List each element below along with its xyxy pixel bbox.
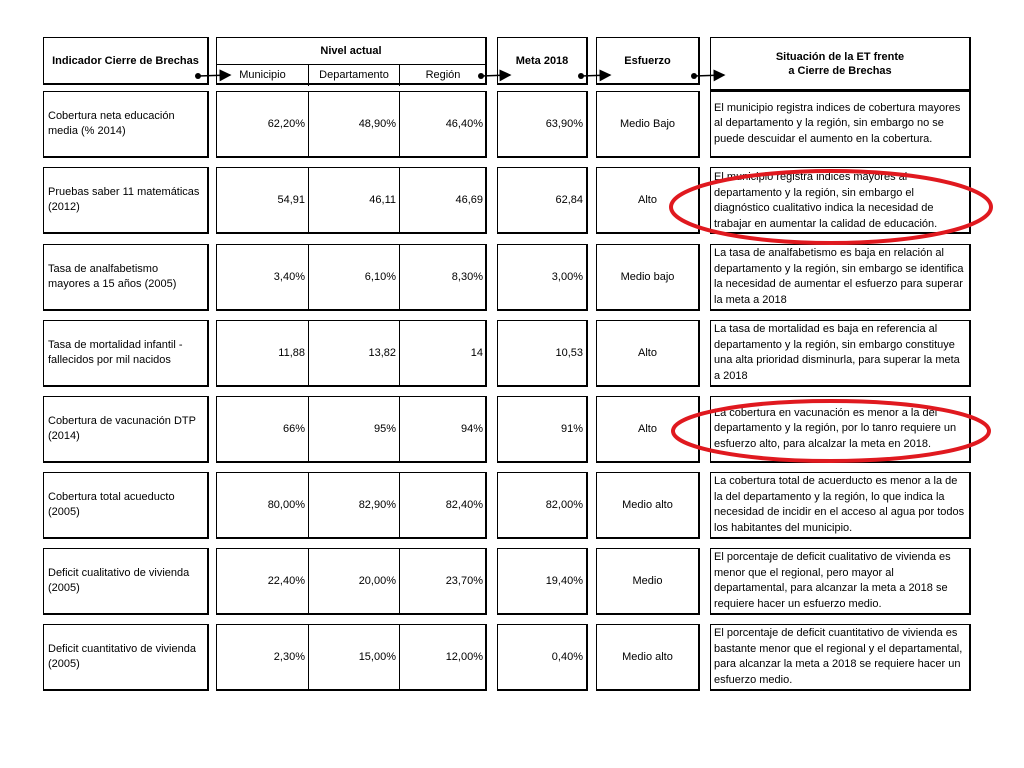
header-esfuerzo-label: Esfuerzo <box>624 54 671 67</box>
row-meta-box <box>497 396 588 463</box>
header-region: Región <box>399 64 486 86</box>
row-values-box <box>216 548 487 615</box>
row-situacion: La cobertura en vacunación es menor a la del departamento y la región, por lo tanro requiere un esfuerzo alto, para alcalzar la meta en 2018. <box>714 406 957 450</box>
row-situacion-box <box>710 624 971 691</box>
row-departamento: 95% <box>373 423 396 435</box>
row-departamento: 82,90% <box>358 499 396 511</box>
row-values-box <box>216 320 487 387</box>
row-meta: 82,00% <box>545 499 583 511</box>
row-esfuerzo: Medio <box>632 574 663 587</box>
row-meta-box <box>497 548 588 615</box>
row-indicator-box <box>43 91 209 158</box>
row-region: 46,40% <box>445 118 483 130</box>
row-values-box <box>216 167 487 234</box>
row-departamento: 20,00% <box>358 575 396 587</box>
header-nivel-actual-label: Nivel actual <box>320 45 382 57</box>
row-departamento: 6,10% <box>364 271 396 283</box>
row-indicator: Cobertura de vacunación DTP (2014) <box>48 415 196 442</box>
row-situacion: El municipio registra indices mayores al departamento y la región, sin embargo el diagnóstico cualitativo indica la necesidad de trabajar en aumentar la calidad de educación. <box>714 171 938 230</box>
row-indicator: Deficit cualitativo de vivienda (2005) <box>48 567 190 594</box>
row-situacion: La tasa de analfabetismo es baja en relación al departamento y la región, sin embargo se identifica la necesidad de aumentar el esfuerzo para superar la meta a 2018 <box>714 247 964 306</box>
row-values-box <box>216 91 487 158</box>
header-meta-label: Meta 2018 <box>515 54 569 67</box>
row-municipio: 22,40% <box>267 575 305 587</box>
row-values-box <box>216 244 487 311</box>
row-situacion-box <box>710 167 971 234</box>
row-region: 12,00% <box>445 651 483 663</box>
row-municipio: 11,88 <box>278 347 305 359</box>
header-nivel-actual <box>216 37 487 85</box>
row-esfuerzo: Medio alto <box>622 498 673 511</box>
row-indicator-box <box>43 167 209 234</box>
row-indicator-box <box>43 548 209 615</box>
row-esfuerzo: Medio alto <box>622 650 673 663</box>
row-situacion: El porcentaje de deficit cualitativo de vivienda es menor que el regional, pero mayor al departamental, para alcanzar la meta a 2018 se requiere hacer un esfuerzo medio. <box>714 551 951 610</box>
row-situacion: El porcentaje de deficit cuantitativo de vivienda es bastante menor que el regional y el departamental, para alcanzar la meta a 2018 se requiere hacer un esfuerzo medio. <box>714 627 963 686</box>
row-indicator-box <box>43 244 209 311</box>
row-indicator-box <box>43 320 209 387</box>
row-meta: 63,90% <box>545 118 583 130</box>
row-municipio: 2,30% <box>273 651 305 663</box>
row-meta: 91% <box>560 423 583 435</box>
header-departamento: Departamento <box>308 64 399 86</box>
row-indicator: Cobertura total acueducto (2005) <box>48 491 175 518</box>
row-indicator-box <box>43 472 209 539</box>
row-municipio: 3,40% <box>273 271 305 283</box>
row-municipio: 62,20% <box>267 118 305 130</box>
header-meta <box>497 37 588 85</box>
row-meta-box <box>497 167 588 234</box>
row-departamento: 15,00% <box>358 651 396 663</box>
row-situacion-box <box>710 91 971 158</box>
row-meta-box <box>497 624 588 691</box>
row-meta-box <box>497 91 588 158</box>
row-region: 23,70% <box>445 575 483 587</box>
row-esfuerzo-box <box>596 548 700 615</box>
row-meta: 62,84 <box>555 194 583 206</box>
row-situacion-box <box>710 548 971 615</box>
row-municipio: 66% <box>282 423 305 435</box>
row-esfuerzo: Alto <box>638 422 657 435</box>
row-meta: 0,40% <box>551 651 583 663</box>
row-municipio: 54,91 <box>277 194 305 206</box>
row-situacion: El municipio registra indices de cobertura mayores al departamento y la región, sin embargo no se puede descuidar el aumento en la cobertura. <box>714 101 961 145</box>
row-situacion-box <box>710 472 971 539</box>
row-values-box <box>216 472 487 539</box>
row-indicator: Deficit cuantitativo de vivienda (2005) <box>48 643 196 670</box>
row-indicator: Tasa de mortalidad infantil - fallecidos por mil nacidos <box>48 339 183 366</box>
row-esfuerzo-box <box>596 167 700 234</box>
row-departamento: 46,11 <box>369 194 396 206</box>
row-esfuerzo-box <box>596 396 700 463</box>
row-situacion-box <box>710 396 971 463</box>
header-esfuerzo <box>596 37 700 85</box>
header-situacion-line2: a Cierre de Brechas <box>788 64 892 77</box>
row-departamento: 13,82 <box>368 347 396 359</box>
row-meta-box <box>497 472 588 539</box>
row-values-box <box>216 624 487 691</box>
row-situacion: La cobertura total de acuerducto es menor a la de la del departamento y la región, lo que indica la necesidad de incidir en el acceso al agua por todos los habitantes del municipio. <box>714 475 965 534</box>
header-municipio: Municipio <box>239 69 286 81</box>
header-situacion-line1: Situación de la ET frente <box>775 50 905 63</box>
row-region: 82,40% <box>445 499 483 511</box>
row-esfuerzo: Medio bajo <box>620 270 675 283</box>
row-esfuerzo-box <box>596 320 700 387</box>
row-situacion-box <box>710 320 971 387</box>
row-departamento: 48,90% <box>358 118 396 130</box>
row-situacion-box <box>710 244 971 311</box>
header-situacion <box>710 37 971 91</box>
row-esfuerzo-box <box>596 244 700 311</box>
row-indicator: Cobertura neta educación media (% 2014) <box>48 110 175 137</box>
row-esfuerzo: Alto <box>638 193 657 206</box>
row-esfuerzo: Alto <box>638 346 657 359</box>
header-indicator <box>43 37 209 85</box>
row-meta-box <box>497 244 588 311</box>
row-indicator-box <box>43 396 209 463</box>
row-indicator-box <box>43 624 209 691</box>
header-indicator-label: Indicador Cierre de Brechas <box>52 54 199 67</box>
row-situacion: La tasa de mortalidad es baja en referencia al departamento y la región, sin embargo constituye una alta prioridad disminurla, para superar la meta a 2018 <box>714 323 960 382</box>
row-esfuerzo: Medio Bajo <box>619 117 676 130</box>
row-indicator: Tasa de analfabetismo mayores a 15 años (2005) <box>48 263 177 290</box>
row-values-box <box>216 396 487 463</box>
row-meta: 19,40% <box>545 575 583 587</box>
row-region: 46,69 <box>455 194 483 206</box>
row-municipio: 80,00% <box>267 499 305 511</box>
row-meta: 3,00% <box>551 271 583 283</box>
row-meta-box <box>497 320 588 387</box>
row-esfuerzo-box <box>596 91 700 158</box>
row-esfuerzo-box <box>596 472 700 539</box>
row-region: 94% <box>460 423 483 435</box>
row-region: 14 <box>470 347 483 359</box>
row-esfuerzo-box <box>596 624 700 691</box>
row-meta: 10,53 <box>555 347 583 359</box>
row-indicator: Pruebas saber 11 matemáticas (2012) <box>48 186 200 213</box>
row-region: 8,30% <box>451 271 483 283</box>
